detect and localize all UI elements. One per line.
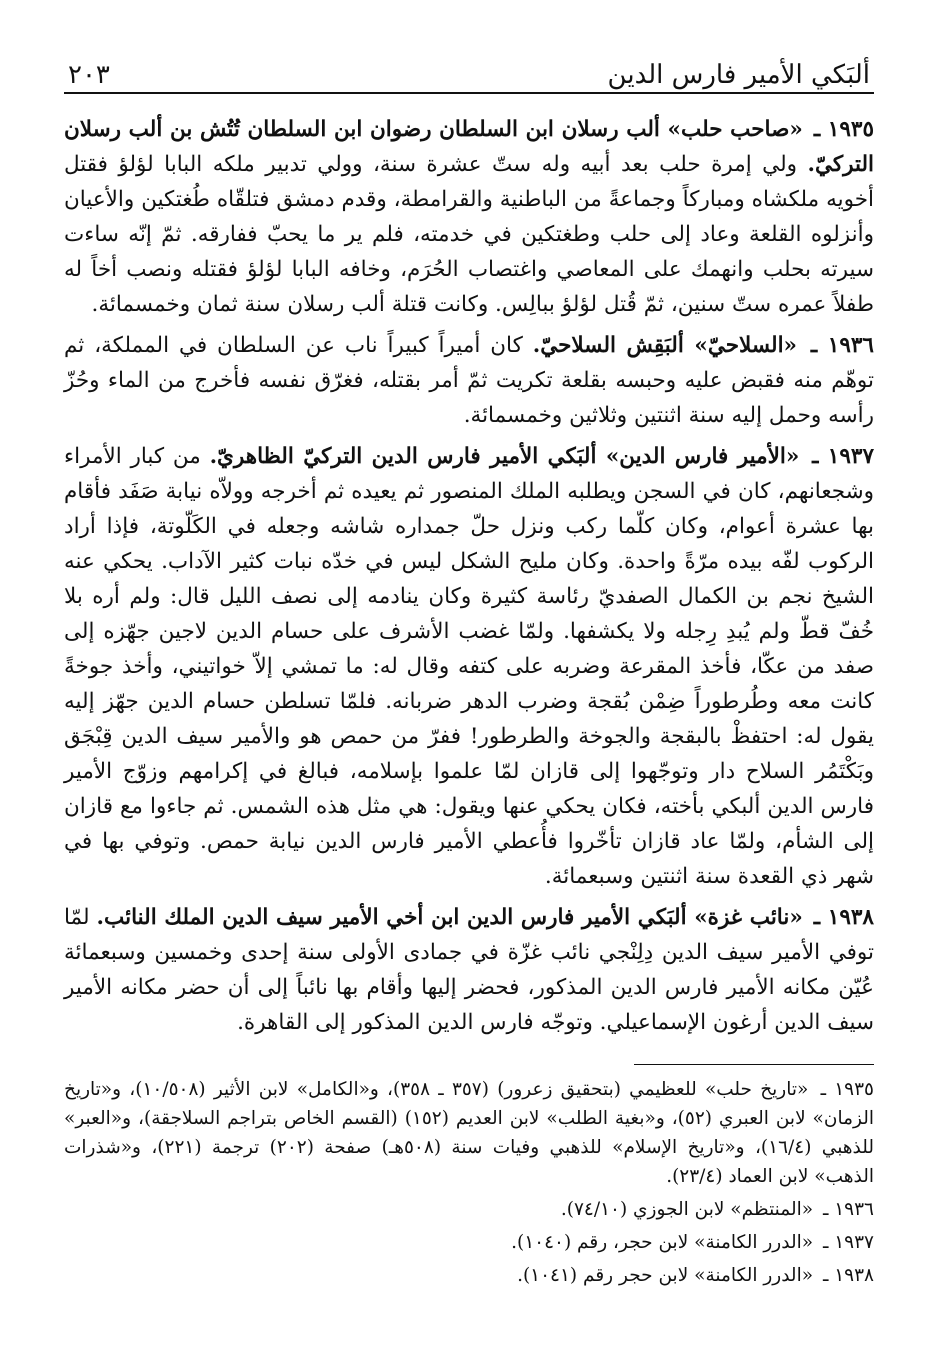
- entry-1937: [64, 439, 874, 894]
- footnote-number: ١٩٣٨ ـ: [822, 1265, 874, 1286]
- entry-heading: «الأمير فارس الدين» ألبَكي الأمير فارس الدين التركيّ الظاهريّ.: [209, 444, 800, 469]
- footnote-text: «الدرر الكامنة» لابن حجر، رقم (١٠٤٠).: [511, 1232, 814, 1253]
- entries: [64, 112, 874, 1040]
- entry-1935: [64, 112, 874, 322]
- footnote-text: «المنتظم» لابن الجوزي (٧٤/١٠).: [560, 1199, 814, 1220]
- footnote-text: «الدرر الكامنة» لابن حجر رقم (١٠٤١).: [517, 1265, 814, 1286]
- entry-number: ١٩٣٧ ـ: [812, 444, 874, 469]
- footnote-text: «تاريخ حلب» للعظيمي (بتحقيق زعرور) (٣٥٧ ـ ٣٥٨)، و«الكامل» لابن الأثير (١٠/٥٠٨)، و«تاريخ الزمان» لابن العبري (٥٢)، و«بغية الطلب» لابن العديم (١٥٢) (القسم الخاص بتراجم السلاجقة)، و«العبر» للذهبي (١٦/٤)، و«تاريخ الإسلام» للذهبي وفيات سنة (٥٠٨هـ) صفحة (٢٠٢) ترجمة (٢٢١)، و«شذرات الذهب» لابن العماد (٢٣/٤).: [64, 1079, 875, 1187]
- footnote-number: ١٩٣٦ ـ: [822, 1199, 874, 1220]
- footnote-divider: [634, 1064, 874, 1065]
- footnote-number: ١٩٣٧ ـ: [822, 1232, 874, 1253]
- entry-body: ولي إمرة حلب بعد أبيه وله ستّ عشرة سنة، وولي تدبير ملكه البابا لؤلؤ فقتل أخويه ملكشاه ومباركاً وجماعةً من الباطنية والقرامطة، وقدم دمشق فتلقّاه طُغتكين والأعيان وأنزلوه القلعة وعاد إلى حلب وطغتكين في خدمته، فلم ير ما يحبّ ففارقه. ثمّ إنّه ساءت سيرته بحلب وانهمك على المعاصي واغتصاب الحُرَم، وخافه البابا لؤلؤ فقتله ونصب أخاً له طفلاً عمره ستّ سنين، ثمّ قُتل لؤلؤ ببالِس. وكانت قتلة ألب رسلان سنة ثمان وخمسمائة.: [64, 152, 874, 317]
- running-title: ألبَكي الأمير فارس الدين: [607, 60, 870, 90]
- page-number: ٢٠٣: [68, 60, 110, 90]
- entry-heading: «نائب غزة» ألبَكي الأمير فارس الدين ابن أخي الأمير سيف الدين الملك النائب.: [96, 905, 803, 930]
- entry-number: ١٩٣٦ ـ: [810, 333, 874, 358]
- entry-body: لمّا توفي الأمير سيف الدين دِلِنْجي نائب غزّة في جمادى الأولى سنة إحدى وخمسين وسبعمائة عُيّن مكانه الأمير فارس الدين المذكور، فحضر إليها وأقام بها نائباً إلى أن حضر مكانه الأمير سيف الدين أرغون الإسماعيلي. وتوجّه فارس الدين المذكور إلى القاهرة.: [64, 905, 874, 1035]
- footnote-1937: [64, 1228, 874, 1257]
- entry-1936: [64, 328, 874, 433]
- entry-body: من كبار الأمراء وشجعانهم، كان في السجن ويطلبه الملك المنصور ثم يعيده ثم أخرجه وولاّه نيابة صَفَد فأقام بها عشرة أعوام، وكان كلّما ركب ونزل حلّ جمداره شاشه وجعله في الكَلّوتة، فإذا أراد الركوب لفّه بيده مرّةً واحدة. وكان مليح الشكل ليس في خدّه نبات كثير الآداب. يحكي عنه الشيخ نجم بن الكمال الصفديّ رئاسة كثيرة وكان ينادمه إلى نصف الليل قال: ولم أره بلا خُفّ قطّ ولم يُبدِ رِجله ولا يكشفها. ولمّا غضب الأشرف على حسام الدين لاجين جهّزه إلى صفد من عكّا، فأخذ المقرعة وضربه على كتفه وقال له: ما تمشي إلاّ خواتيني، وأخذ جوخةً كانت معه وطُرطوراً ضِمْن بُقجة وضرب الدهر ضربانه. فلمّا تسلطن حسام الدين جهّز إليه يقول له: احتفظْ بالبقجة والجوخة والطرطور! ففرّ من حمص هو والأمير سيف الدين قِبْجَق وبَكْتَمُر السلاح دار وتوجّهوا إلى قازان لمّا علموا بإسلامه، فبالغ في إكرامهم وزوّج الأمير فارس الدين ألبكي بأخته، فكان يحكي عنها ويقول: هي مثل هذه الشمس. ثم جاءوا مع قازان إلى الشأم، ولمّا عاد قازان تأخّروا فأُعطي الأمير فارس الدين نيابة حمص. وتوفي بها في شهر ذي القعدة سنة اثنتين وسبعمائة.: [64, 444, 874, 889]
- footnote-1935: [64, 1075, 874, 1191]
- footnotes: [64, 1075, 874, 1290]
- footnote-number: ١٩٣٥ ـ: [820, 1079, 874, 1100]
- entry-body: كان أميراً كبيراً ناب عن السلطان في المملكة، ثم توهّم منه فقبض عليه وحبسه بقلعة تكريت ثمّ أمر بقتله، فغرّق نفسه فأخرج من الماء وحُزّ رأسه وحمل إليه سنة اثنتين وثلاثين وخمسمائة.: [64, 333, 874, 428]
- entry-number: ١٩٣٥ ـ: [813, 117, 874, 142]
- running-header: [64, 48, 874, 94]
- footnote-1938: [64, 1261, 874, 1290]
- entry-heading: «صاحب حلب» ألب رسلان ابن السلطان رضوان ابن السلطان تُتُش بن ألب رسلان التركيّ.: [64, 117, 874, 177]
- footnote-1936: [64, 1195, 874, 1224]
- entry-1938: [64, 900, 874, 1040]
- entry-heading: «السلاحيّ» ألبَقِش السلاحيّ.: [532, 333, 797, 358]
- entry-number: ١٩٣٨ ـ: [813, 905, 874, 930]
